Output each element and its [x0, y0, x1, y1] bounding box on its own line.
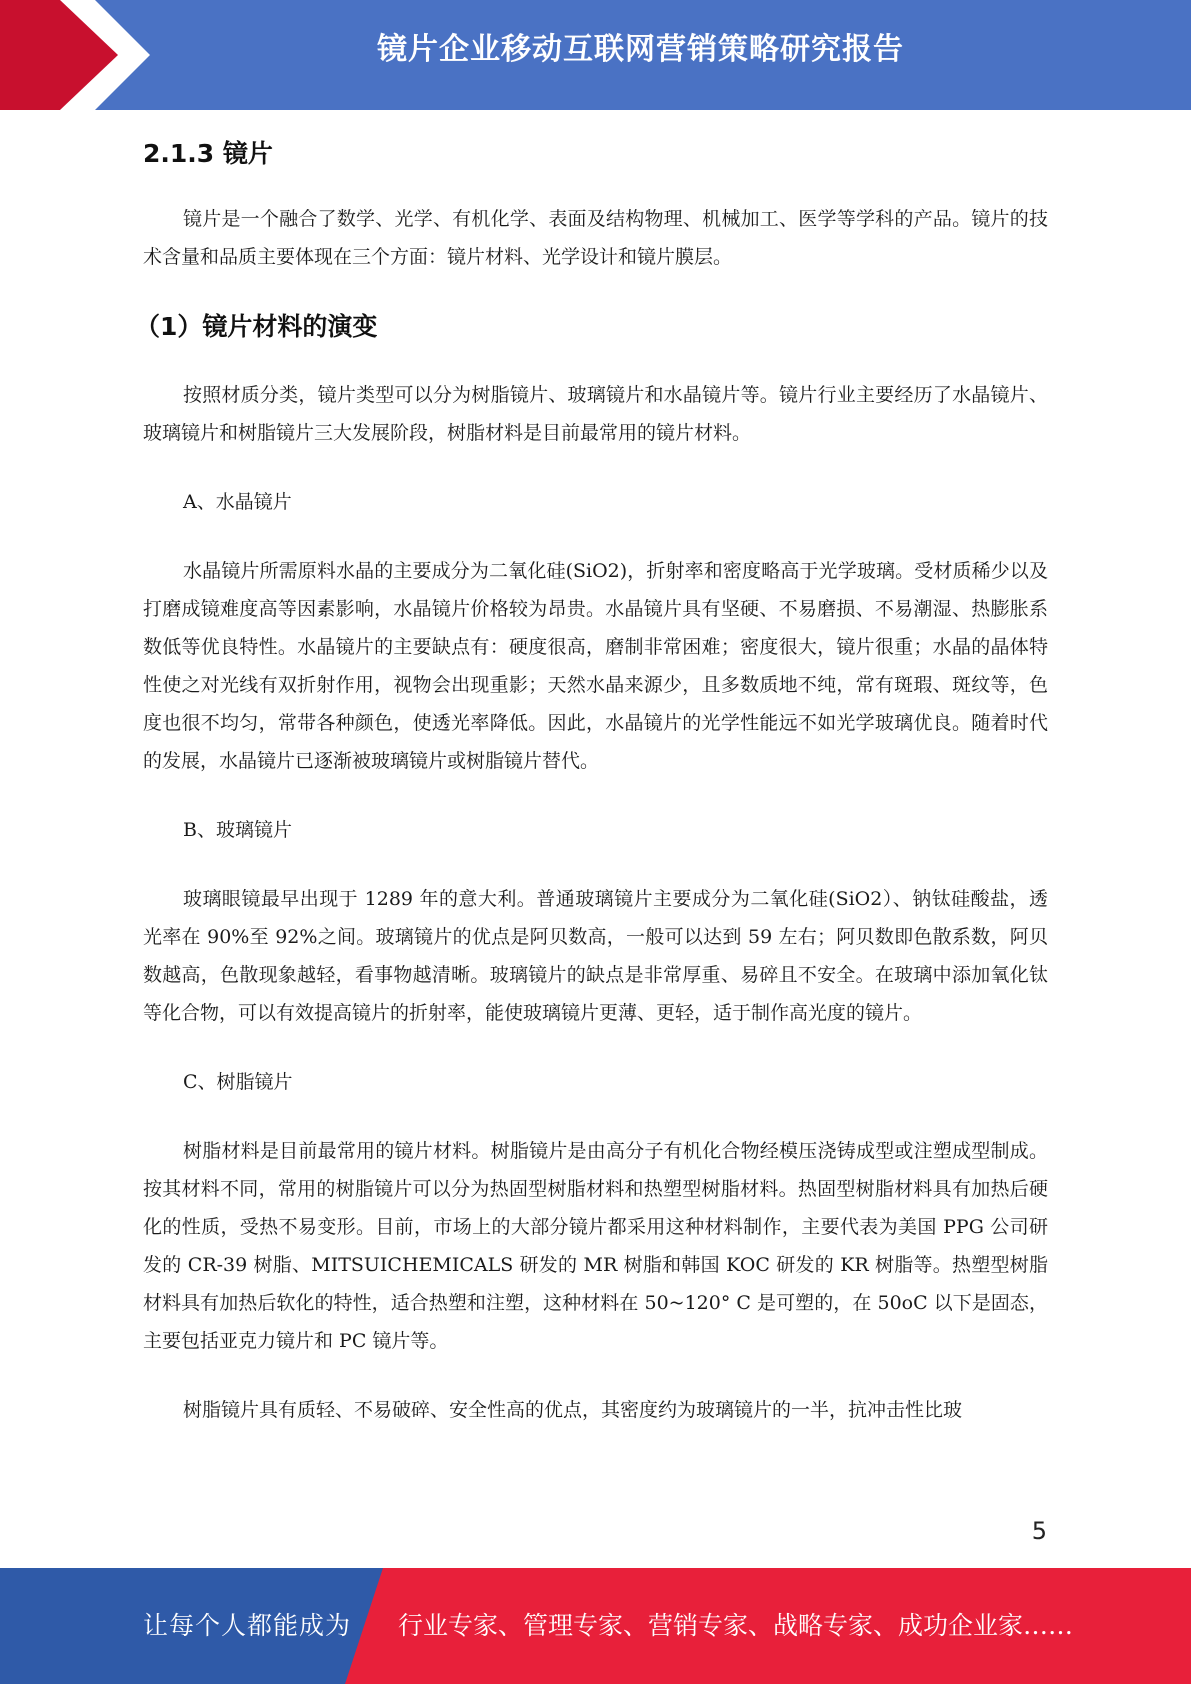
glass-lens-title: B、玻璃镜片 — [183, 819, 292, 841]
resin-lens-title: C、树脂镜片 — [183, 1071, 293, 1093]
resin-lens-paragraph: 树脂材料是目前最常用的镜片材料。树脂镜片是由高分子有机化合物经模压浇铸成型或注塑成型制成。按其材料不同，常用的树脂镜片可以分为热固型树脂材料和热塑型树脂材料。热固型树脂材料具有加热后硬化的性质，受热不易变形。目前，市场上的大部分镜片都采用这种材料制作，主要代表为美国 PPG 公司研发的 CR-39 树脂、MITSUICHEMICALS 研发的 MR 树脂和韩国 KOC 研发的 KR 树脂等。热塑型树脂材料具有加热后软化的特性，适合热塑和注塑，这种材料在 50~120° C 是可塑的，在 50oC 以下是固态，主要包括亚克力镜片和 PC 镜片等。 — [143, 1140, 1048, 1352]
header-banner — [0, 0, 1191, 110]
section-heading: 2.1.3 镜片 — [143, 139, 273, 168]
subsection-heading: （1）镜片材料的演变 — [135, 312, 378, 341]
overview-paragraph: 按照材质分类，镜片类型可以分为树脂镜片、玻璃镜片和水晶镜片等。镜片行业主要经历了水晶镜片、玻璃镜片和树脂镜片三大发展阶段，树脂材料是目前最常用的镜片材料。 — [143, 384, 1048, 444]
glass-lens-paragraph: 玻璃眼镜最早出现于 1289 年的意大利。普通玻璃镜片主要成分为二氧化硅(SiO2）、钠钛硅酸盐，透光率在 90%至 92%之间。玻璃镜片的优点是阿贝数高，一般可以达到 59 左右；阿贝数即色散系数，阿贝数越高，色散现象越轻，看事物越清晰。玻璃镜片的缺点是非常厚重、易碎且不安全。在玻璃中添加氧化钛等化合物，可以有效提高镜片的折射率，能使玻璃镜片更薄、更轻，适于制作高光度的镜片。 — [143, 888, 1048, 1024]
resin-lens-paragraph-2: 树脂镜片具有质轻、不易破碎、安全性高的优点，其密度约为玻璃镜片的一半，抗冲击性比玻 — [183, 1399, 963, 1421]
crystal-lens-title: A、水晶镜片 — [183, 491, 292, 513]
footer-banner — [0, 1568, 1191, 1684]
page-content — [135, 130, 1048, 1460]
report-title: 镜片企业移动互联网营销策略研究报告 — [377, 32, 904, 67]
footer-slogan-left: 让每个人都能成为 — [143, 1611, 352, 1640]
footer-slogan-right: 行业专家、管理专家、营销专家、战略专家、成功企业家…… — [398, 1611, 1074, 1640]
page-number: 5 — [1031, 1517, 1047, 1545]
crystal-lens-paragraph: 水晶镜片所需原料水晶的主要成分为二氧化硅(SiO2)，折射率和密度略高于光学玻璃。受材质稀少以及打磨成镜难度高等因素影响，水晶镜片价格较为昂贵。水晶镜片具有坚硬、不易磨损、不易潮湿、热膨胀系数低等优良特性。水晶镜片的主要缺点有：硬度很高，磨制非常困难；密度很大，镜片很重；水晶的晶体特性使之对光线有双折射作用，视物会出现重影；天然水晶来源少，且多数质地不纯，常有斑瑕、斑纹等，色度也很不均匀，常带各种颜色，使透光率降低。因此，水晶镜片的光学性能远不如光学玻璃优良。随着时代的发展，水晶镜片已逐渐被玻璃镜片或树脂镜片替代。 — [143, 560, 1048, 772]
intro-paragraph: 镜片是一个融合了数学、光学、有机化学、表面及结构物理、机械加工、医学等学科的产品。镜片的技术含量和品质主要体现在三个方面：镜片材料、光学设计和镜片膜层。 — [143, 208, 1048, 268]
